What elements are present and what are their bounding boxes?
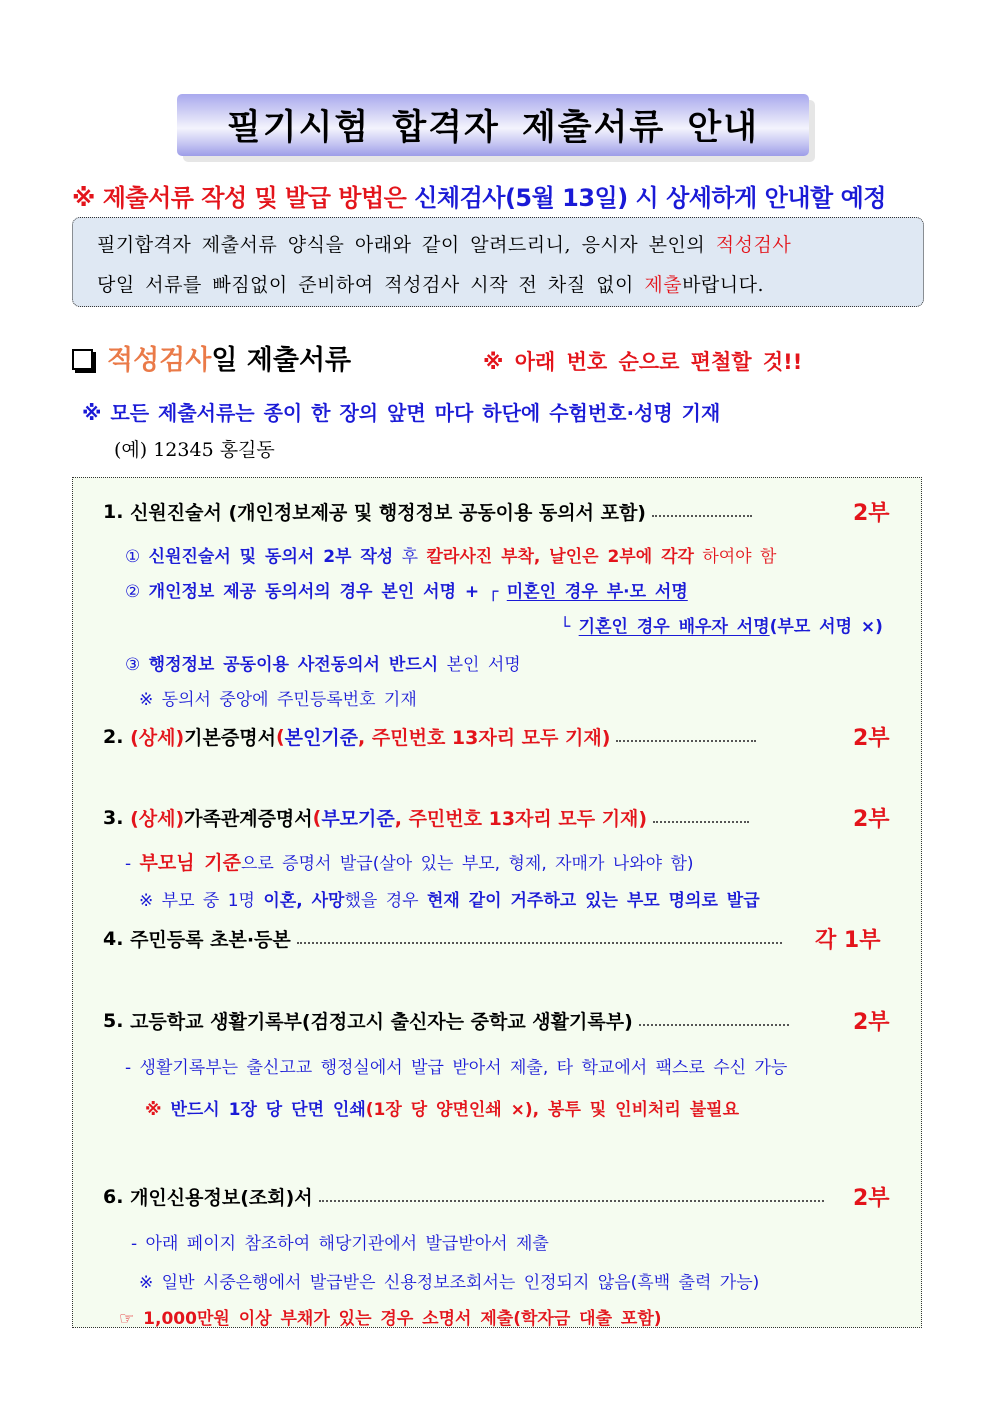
dot-leader	[652, 515, 752, 517]
item-number: 1.	[103, 500, 124, 523]
item-6-sub-1: - 아래 페이지 참조하여 해당기관에서 발급받아서 제출	[131, 1234, 549, 1254]
section-heading	[72, 338, 351, 377]
sub-text: 후	[393, 547, 427, 567]
sub-text: 했을 경우	[344, 891, 427, 911]
item-count: 2부	[853, 1186, 890, 1211]
item-count: 각 1부	[815, 928, 881, 953]
item-1-sub-1	[125, 542, 776, 567]
section-title-black: 일 제출서류	[211, 345, 352, 376]
dot-leader	[653, 821, 749, 823]
list-item-5	[103, 1007, 795, 1034]
item-text: , 주민번호 13자리 모두 기재)	[394, 808, 648, 830]
pointing-hand-icon: ☞	[119, 1309, 135, 1329]
list-item-3	[103, 804, 755, 831]
bracket-icon: └	[560, 617, 571, 637]
sub-text: -	[125, 854, 140, 874]
item-title: 개인신용정보(조회)서	[130, 1187, 313, 1209]
intro-text: 당일 서류를 빠짐없이 준비하여 적성검사 시작 전 차질 없이	[97, 274, 645, 296]
sub-text: 미혼인 경우 부·모 서명	[506, 582, 688, 602]
intro-highlight: 적성검사	[715, 234, 792, 256]
intro-text: 필기합격자 제출서류 양식을 아래와 같이 알려드리니, 응시자 본인의	[97, 234, 716, 256]
sub-text: ※ 부모 중 1명	[139, 891, 264, 911]
sub-text: 현재 같이 거주하고 있는 부모 명의로 발급	[426, 891, 760, 911]
item-1-sub-2b	[560, 612, 883, 637]
document-list	[72, 477, 922, 1328]
circled-number: ①	[125, 547, 141, 567]
title-banner	[177, 94, 809, 156]
list-item-6	[103, 1183, 830, 1210]
intro-text: 바랍니다.	[682, 274, 765, 296]
sub-text: 개인정보 제공 동의서의 경우 본인 서명 +	[148, 582, 489, 602]
bracket-icon: ┌	[488, 582, 499, 602]
example-text: (예) 12345 홍길동	[114, 439, 275, 461]
item-1-sub-2	[125, 577, 688, 602]
list-item-1	[103, 498, 758, 525]
item-text: (상세)	[130, 727, 185, 749]
item-title: 고등학교 생활기록부(검정고시 출신자는 중학교 생활기록부)	[130, 1011, 633, 1033]
sub-text: 칼라사진 부착, 날인은 2부에 각각	[426, 547, 694, 567]
item-title: 주민등록 초본·등본	[130, 929, 291, 951]
item-count: 2부	[853, 501, 890, 526]
sub-text: (부모 서명 ×)	[769, 617, 883, 637]
dot-leader	[639, 1024, 789, 1026]
item-text: (	[275, 725, 285, 748]
item-title: 가족관계증명서	[184, 808, 313, 830]
sub-text: 본인 서명	[438, 655, 521, 675]
notice-red-text: 제출서류 작성 및 발급 방법은	[102, 184, 407, 212]
dot-leader	[297, 942, 782, 944]
sub-text: 부모님 기준	[139, 852, 241, 874]
item-count: 2부	[853, 1010, 890, 1035]
sub-text: 1,000만원 이상 부채가 있는 경우 소명서 제출(학자금 대출 포함)	[143, 1309, 662, 1329]
notice-symbol: ※	[72, 184, 95, 212]
sub-text: 신원진술서 및 동의서 2부 작성	[148, 547, 394, 567]
item-number: 6.	[103, 1185, 124, 1208]
item-number: 5.	[103, 1009, 124, 1032]
all-documents-note: ※ 모든 제출서류는 종이 한 장의 앞면 마다 하단에 수험번호·성명 기재	[82, 401, 721, 425]
notice-blue-text: 신체검사(5월 13일) 시 상세하게 안내할 예정	[414, 184, 886, 212]
page-title: 필기시험 합격자 제출서류 안내	[226, 108, 760, 148]
sub-text: 반드시 1장 당 단면 인쇄	[170, 1100, 366, 1120]
item-1-sub-4: ※ 동의서 중앙에 주민등록번호 기재	[139, 690, 417, 710]
item-count: 2부	[853, 726, 890, 751]
item-1-sub-3	[125, 650, 521, 675]
list-item-2	[103, 723, 762, 750]
item-text: 본인기준	[284, 727, 359, 749]
intro-line-2	[97, 270, 764, 297]
item-number: 4.	[103, 927, 124, 950]
intro-line-1	[97, 230, 791, 257]
dot-leader	[319, 1200, 824, 1202]
sub-text: 기혼인 경우 배우자 서명	[578, 617, 770, 637]
notice-line	[72, 178, 886, 213]
item-text: (상세)	[130, 808, 185, 830]
circled-number: ③	[125, 655, 141, 675]
sub-text: 으로 증명서 발급(살아 있는 부모, 형제, 자매가 나와야 함)	[240, 854, 694, 874]
sub-text: 이혼, 사망	[263, 891, 345, 911]
item-number: 3.	[103, 806, 124, 829]
item-3-sub-1	[125, 848, 694, 875]
item-6-sub-3	[119, 1304, 662, 1329]
order-note: ※ 아래 번호 순으로 편철할 것!!	[483, 350, 803, 374]
sub-text: (1장 당 양면인쇄 ×), 봉투 및 인비처리 불필요	[365, 1100, 740, 1120]
sub-text: 하여야 함	[693, 547, 777, 567]
item-5-sub-2	[145, 1095, 739, 1120]
dot-leader	[616, 740, 756, 742]
intro-highlight: 제출	[644, 274, 683, 296]
sub-text: 행정정보 공동이용 사전동의서 반드시	[148, 655, 439, 675]
item-text: (	[312, 806, 322, 829]
circled-number: ②	[125, 582, 141, 602]
item-number: 2.	[103, 725, 124, 748]
item-text: , 주민번호 13자리 모두 기재)	[358, 727, 611, 749]
intro-box	[72, 217, 924, 307]
list-item-4	[103, 925, 788, 952]
item-count: 2부	[853, 807, 890, 832]
checkbox-icon	[72, 349, 93, 370]
sub-text: ※	[145, 1100, 171, 1120]
section-title-orange: 적성검사	[107, 345, 212, 376]
item-5-sub-1: - 생활기록부는 출신고교 행정실에서 발급 받아서 제출, 타 학교에서 팩스로 수신 가능	[125, 1058, 788, 1078]
item-text: 부모기준	[321, 808, 395, 830]
item-6-sub-2: ※ 일반 시중은행에서 발급받은 신용정보조회서는 인정되지 않음(흑백 출력 가능)	[139, 1273, 760, 1293]
item-title: 신원진술서 (개인정보제공 및 행정정보 공동이용 동의서 포함)	[130, 502, 646, 524]
item-3-sub-2	[139, 886, 760, 911]
item-title: 기본증명서	[184, 727, 276, 749]
